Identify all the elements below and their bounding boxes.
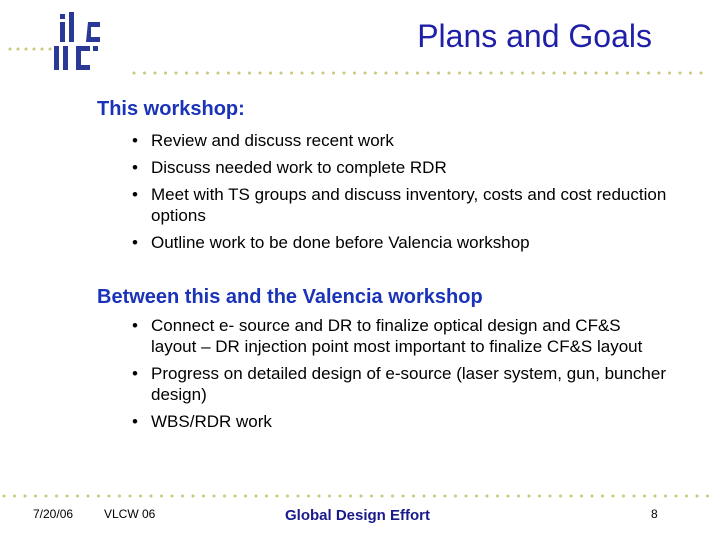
slide-title: Plans and Goals <box>417 18 652 54</box>
bullet-list-this-workshop <box>128 130 668 259</box>
list-item: • Discuss needed work to complete RDR <box>128 157 668 178</box>
list-item: • Progress on detailed design of e-source (laser system, gun, buncher design) <box>128 363 668 405</box>
dotted-divider-bottom <box>0 494 720 498</box>
section-heading-valencia: Between this and the Valencia workshop <box>97 286 483 308</box>
list-item: • WBS/RDR work <box>128 411 668 432</box>
list-item: • Review and discuss recent work <box>128 130 668 151</box>
list-item: • Outline work to be done before Valencia workshop <box>128 232 668 253</box>
list-item: • Connect e- source and DR to finalize optical design and CF&S layout – DR injection point most important to finalize CF&S layout <box>128 315 668 357</box>
list-item: • Meet with TS groups and discuss inventory, costs and cost reduction options <box>128 184 668 226</box>
footer-global-design-effort: Global Design Effort <box>285 507 431 524</box>
ilc-logo <box>50 10 108 74</box>
dotted-divider-top <box>132 71 712 75</box>
dotted-divider-top-left <box>8 47 52 51</box>
footer-conference: VLCW 06 <box>104 507 156 521</box>
section-heading-this-workshop: This workshop: <box>97 98 245 120</box>
footer-page-number: 8 <box>651 507 658 521</box>
bullet-list-valencia <box>128 315 668 438</box>
footer-date: 7/20/06 <box>33 507 74 521</box>
